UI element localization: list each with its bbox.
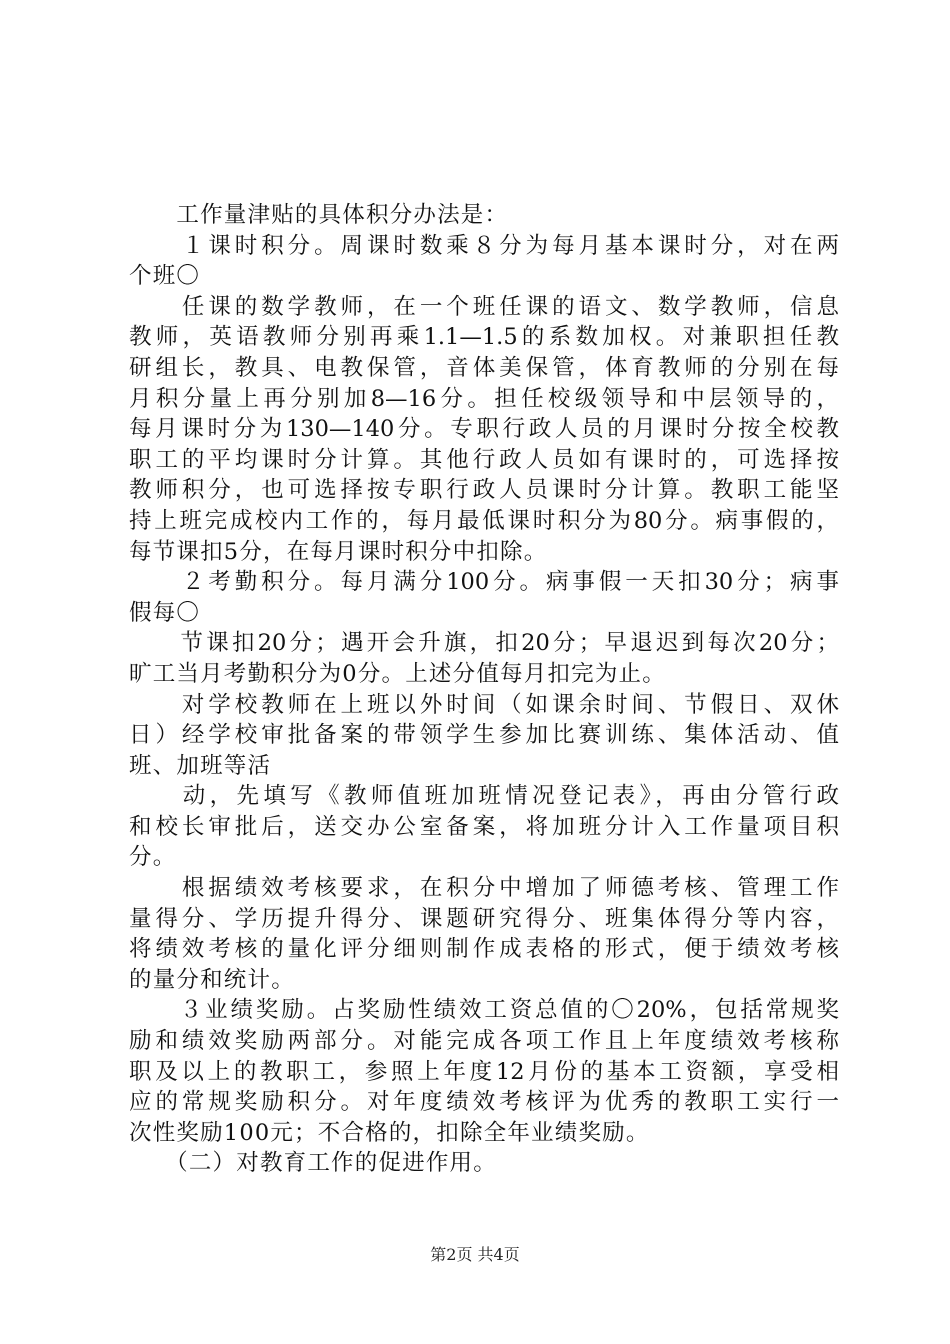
text-line: 研组长，教具、电教保管，音体美保管，体育教师的分别在每	[129, 354, 839, 381]
text-line: 应的常规奖励积分。对年度绩效考核评为优秀的教职工实行一	[129, 1089, 839, 1116]
text-line: 个班〇	[129, 263, 201, 290]
text-line: 教师积分，也可选择按专职行政人员课时分计算。教职工能坚	[129, 477, 839, 504]
text-line: 分。	[129, 844, 177, 871]
text-line: 日）经学校审批备案的带领学生参加比赛训练、集体活动、值	[129, 722, 839, 749]
text-line: 教师，英语教师分别再乘1.1—1.5的系数加权。对兼职担任教	[129, 324, 839, 351]
text-line: 月积分量上再分别加8—16分。担任校级领导和中层领导的，	[129, 385, 839, 412]
text-line: 持上班完成校内工作的，每月最低课时积分为80分。病事假的，	[129, 507, 839, 534]
text-line: 每节课扣5分，在每月课时积分中扣除。	[129, 538, 548, 565]
text-line: 和校长审批后，送交办公室备案，将加班分计入工作量项目积	[129, 813, 839, 840]
text-line: 班、加班等活	[129, 752, 272, 779]
text-line: 假每〇	[129, 599, 201, 626]
text-line: 励和绩效奖励两部分。对能完成各项工作且上年度绩效考核称	[129, 1028, 839, 1055]
text-line: （二）对教育工作的促进作用。	[129, 1150, 497, 1177]
text-line: 对学校教师在上班以外时间（如课余时间、节假日、双休	[129, 691, 839, 718]
text-line: 工作量津贴的具体积分办法是：	[129, 202, 509, 228]
text-line: 动，先填写《教师值班加班情况登记表》，再由分管行政	[129, 783, 839, 810]
text-line: 节课扣20分；遇开会升旗，扣20分；早退迟到每次20分；	[129, 630, 839, 657]
text-line: 任课的数学教师，在一个班任课的语文、数学教师，信息	[129, 293, 839, 320]
text-line: 的量分和统计。	[129, 966, 295, 993]
document-body	[129, 200, 839, 1179]
text-line: １课时积分。周课时数乘８分为每月基本课时分，对在两	[129, 232, 839, 259]
text-line: 每月课时分为130—140分。专职行政人员的月课时分按全校教	[129, 416, 839, 443]
text-line: 将绩效考核的量化评分细则制作成表格的形式，便于绩效考核	[129, 936, 839, 963]
text-line: 职工的平均课时分计算。其他行政人员如有课时的，可选择按	[129, 446, 839, 473]
text-line: 职及以上的教职工，参照上年度12月份的基本工资额，享受相	[129, 1058, 839, 1085]
page-footer: 第2页 共4页	[430, 1245, 520, 1264]
text-line: 旷工当月考勤积分为0分。上述分值每月扣完为止。	[129, 660, 666, 687]
text-line: 次性奖励100元；不合格的，扣除全年业绩奖励。	[129, 1119, 650, 1146]
text-line: ２考勤积分。每月满分100分。病事假一天扣30分；病事	[129, 569, 839, 596]
text-line: 量得分、学历提升得分、课题研究得分、班集体得分等内容，	[129, 905, 839, 932]
text-line: ３业绩奖励。占奖励性绩效工资总值的〇20%，包括常规奖	[129, 997, 839, 1024]
text-line: 根据绩效考核要求，在积分中增加了师德考核、管理工作	[129, 875, 839, 902]
